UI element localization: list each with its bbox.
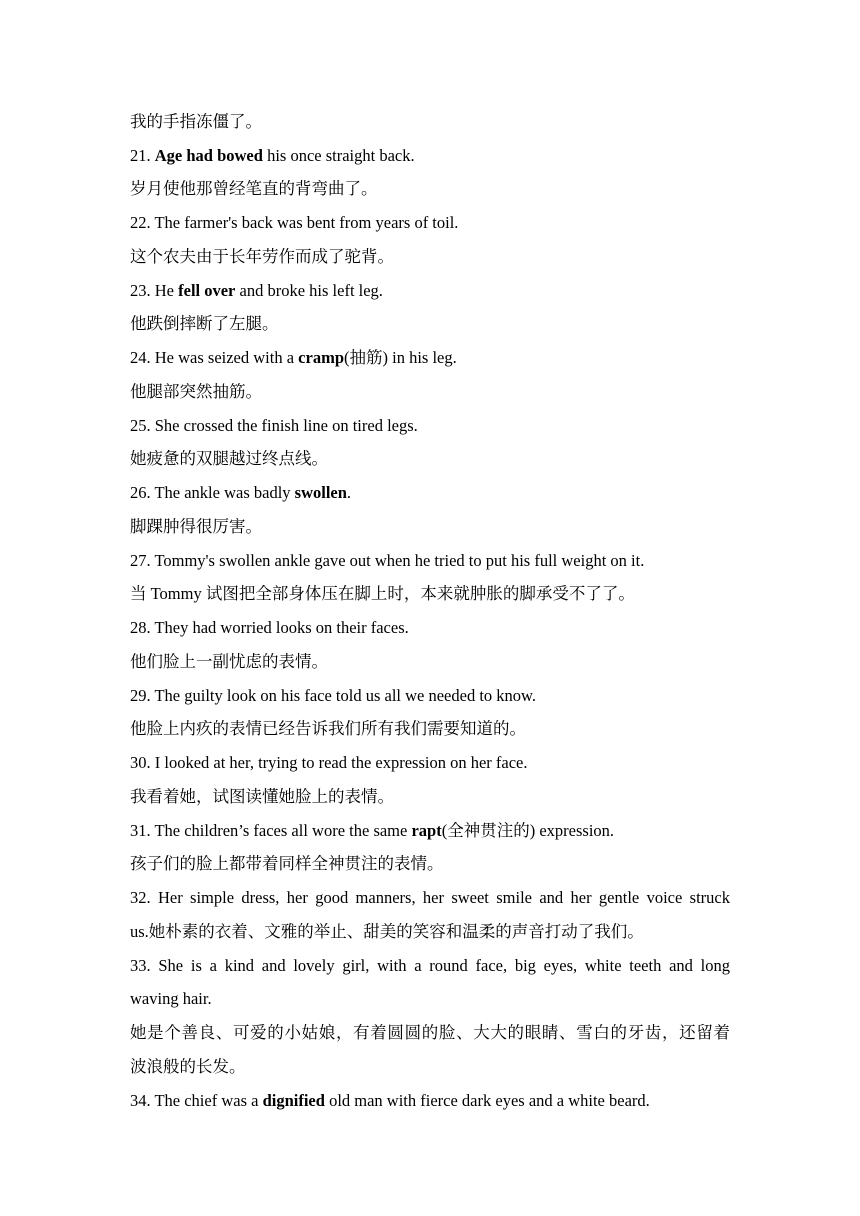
text-line: 她是个善良、可爱的小姑娘，有着圆圆的脸、大大的眼睛、雪白的牙齿，还留着 [130, 1023, 730, 1042]
text-line: 这个农夫由于长年劳作而成了驼背。 [130, 247, 394, 266]
text-line: 32. Her simple dress, her good manners, her sweet smile and her gentle voice struck [130, 888, 730, 907]
text-line: 27. Tommy's swollen ankle gave out when he tried to put his full weight on it. [130, 551, 645, 570]
text-line: 31. The children’s faces all wore the same rapt(全神贯注的) expression. [130, 821, 615, 840]
bold-phrase: rapt [411, 821, 442, 840]
bold-phrase: dignified [262, 1091, 325, 1110]
text-line: 21. Age had bowed his once straight back. [130, 146, 415, 165]
text-line: 30. I looked at her, trying to read the expression on her face. [130, 753, 528, 772]
text-line: 26. The ankle was badly swollen. [130, 483, 352, 502]
text-line: 他脸上内疚的表情已经告诉我们所有我们需要知道的。 [130, 719, 526, 738]
text-line: 22. The farmer's back was bent from years of toil. [130, 213, 459, 232]
text-line: 孩子们的脸上都带着同样全神贯注的表情。 [130, 854, 444, 873]
text-line: 29. The guilty look on his face told us all we needed to know. [130, 686, 537, 705]
bold-phrase: Age had bowed [154, 146, 263, 165]
text-line: 25. She crossed the finish line on tired legs. [130, 416, 418, 435]
text-line: 脚踝肿得很厉害。 [130, 517, 262, 536]
bold-phrase: swollen [294, 483, 347, 502]
bold-phrase: cramp [298, 348, 344, 367]
text-line: 28. They had worried looks on their faces. [130, 618, 409, 637]
text-line: 24. He was seized with a cramp(抽筋) in his leg. [130, 348, 457, 367]
text-line: waving hair. [130, 989, 212, 1008]
text-line: 23. He fell over and broke his left leg. [130, 281, 383, 300]
text-line: 他腿部突然抽筋。 [130, 382, 262, 401]
text-line: 岁月使他那曾经笔直的背弯曲了。 [130, 179, 378, 198]
text-line: 33. She is a kind and lovely girl, with a round face, big eyes, white teeth and long [130, 956, 730, 975]
text-line: 34. The chief was a dignified old man with fierce dark eyes and a white beard. [130, 1091, 650, 1110]
text-line: 我的手指冻僵了。 [130, 112, 262, 131]
text-line: 他们脸上一副忧虑的表情。 [130, 652, 328, 671]
text-line: 她疲惫的双腿越过终点线。 [130, 449, 328, 468]
bold-phrase: fell over [178, 281, 236, 300]
text-line: 波浪般的长发。 [130, 1057, 246, 1076]
text-line: 他跌倒摔断了左腿。 [130, 314, 279, 333]
text-line: 当 Tommy 试图把全部身体压在脚上时，本来就肿胀的脚承受不了了。 [130, 584, 635, 603]
text-line: us.她朴素的衣着、文雅的举止、甜美的笑容和温柔的声音打动了我们。 [130, 922, 644, 941]
text-line: 我看着她，试图读懂她脸上的表情。 [130, 787, 394, 806]
